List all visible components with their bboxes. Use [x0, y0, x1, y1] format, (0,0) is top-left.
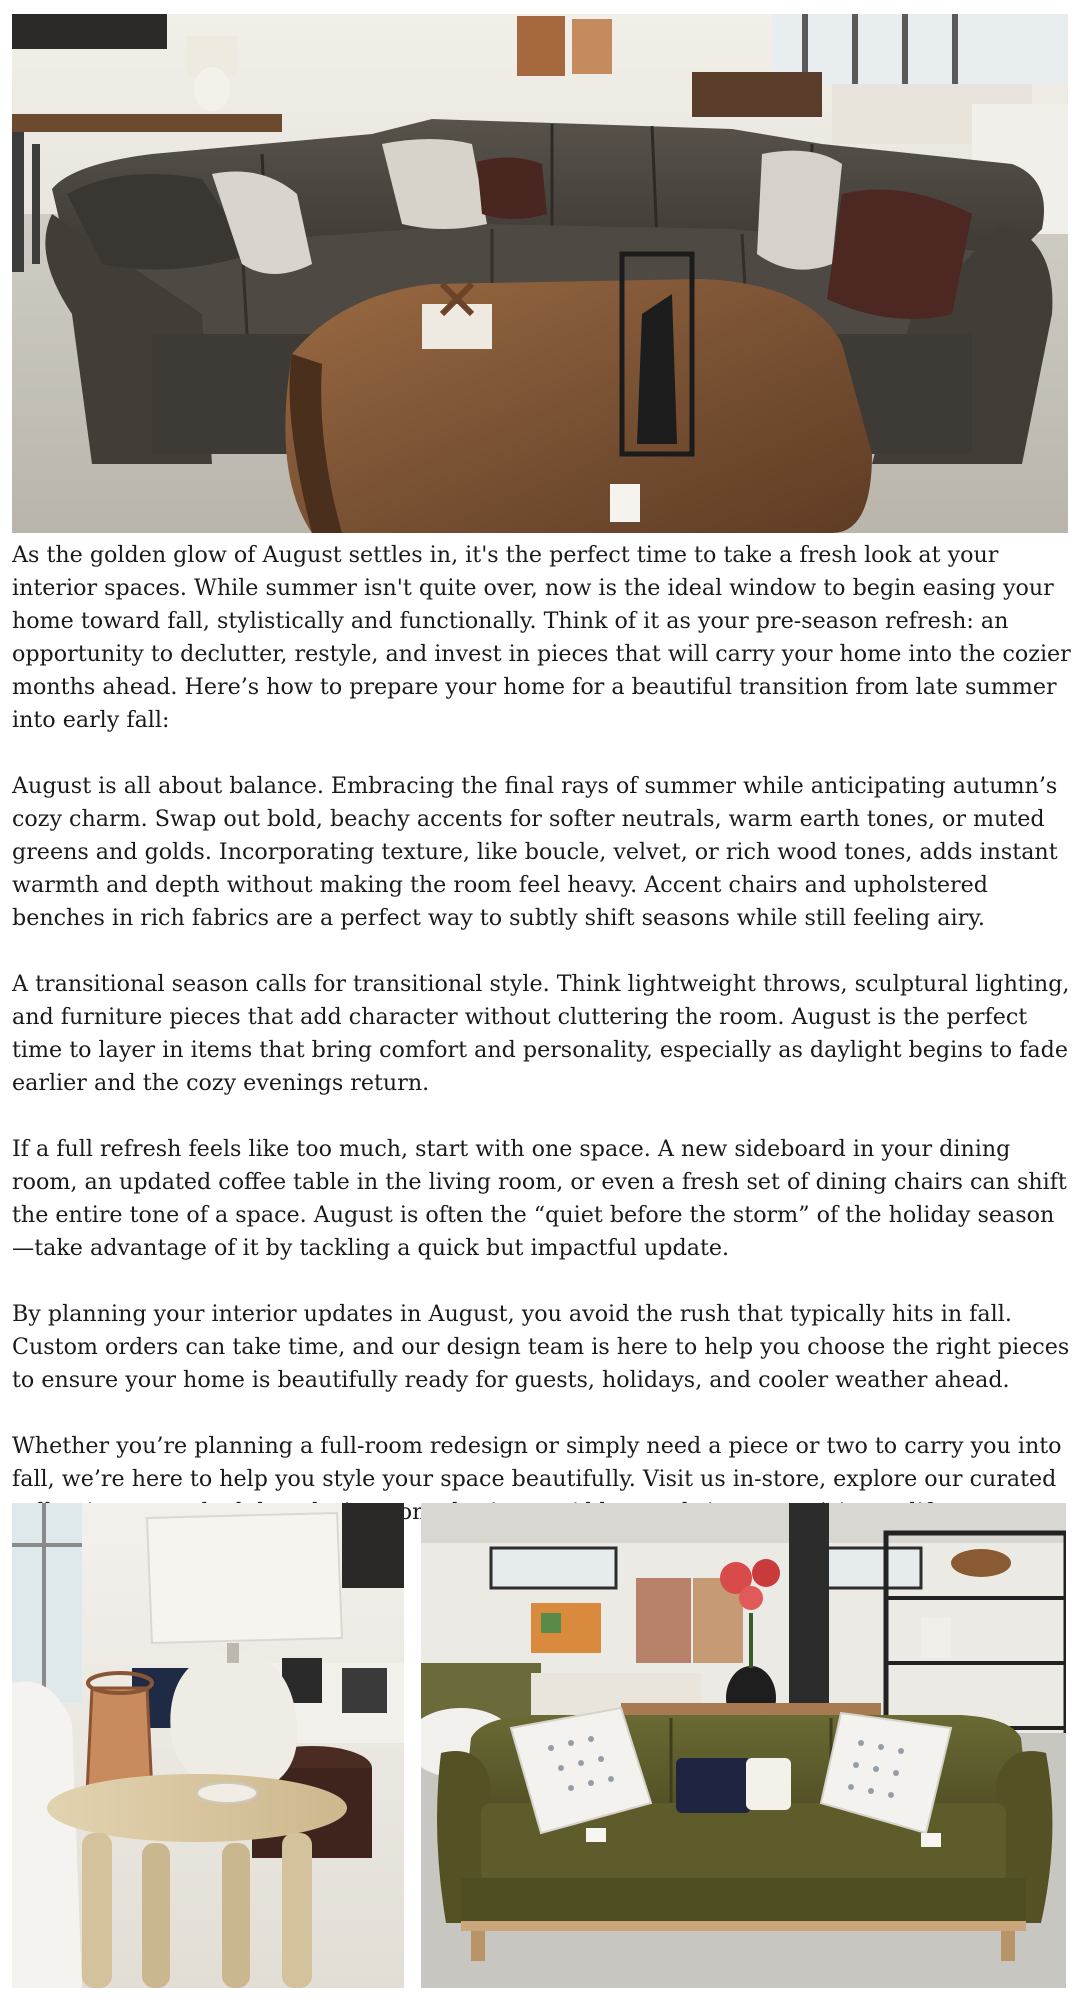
article-body [12, 539, 1072, 1529]
article-paragraph-transitional-style: A transitional season calls for transitional style. Think lightweight throws, sculptural lighting, and furniture pieces that add character without cluttering the room. August is the perfect time to layer in items that bring comfort and personality, especially as daylight begins to fade earlier and the cozy evenings return. [12, 971, 1070, 1096]
article-paragraph-closing: Whether you’re planning a full-room redesign or simply need a piece or two to carry you into fall, we’re here to help you style your space beautifully. Visit us in-store, explore our curated [12, 1433, 1062, 1492]
article-paragraph-planning: By planning your interior updates in August, you avoid the rush that typically hits in fall. Custom orders can take time, and our design team is here to help you choose the right pieces to ensure your home is beautifully ready for guests, holidays, and cooler weather ahead. [12, 1301, 1070, 1393]
hero-photo-sectional-sofa [12, 14, 1068, 533]
photo-lamp-side-table [12, 1503, 404, 1988]
article-paragraph-balance: August is all about balance. Embracing the final rays of summer while anticipating autumn’s cozy charm. Swap out bold, beachy accents for softer neutrals, warm earth tones, or muted greens and golds. Incorporating texture, like boucle, velvet, or rich wood tones, adds instant warmth and depth without making the room feel heavy. Accent chairs and upholstered benches in rich fabrics are a perfect way to subtly shift seasons while still feeling airy. [12, 773, 1058, 931]
article-paragraph-one-space: If a full refresh feels like too much, start with one space. A new sideboard in your dining room, an updated coffee table in the living room, or even a fresh set of dining chairs can shift the entire tone of a space. August is often the “quiet before the storm” of the holiday season—take advantage of it by tackling a quick but impactful update. [12, 1136, 1067, 1261]
article-paragraph-intro: As the golden glow of August settles in, it's the perfect time to take a fresh look at your interior spaces. While summer isn't quite over, now is the ideal window to begin easing your home toward fall, stylistically and functionally. Think of it as your pre-season refresh: an opportunity to declutter, restyle, and invest in pieces that will carry your home into the cozier months ahead. Here’s how to prepare your home for a beautiful transition from late summer into early fall: [12, 542, 1071, 733]
photo-olive-velvet-sofa [421, 1503, 1066, 1988]
